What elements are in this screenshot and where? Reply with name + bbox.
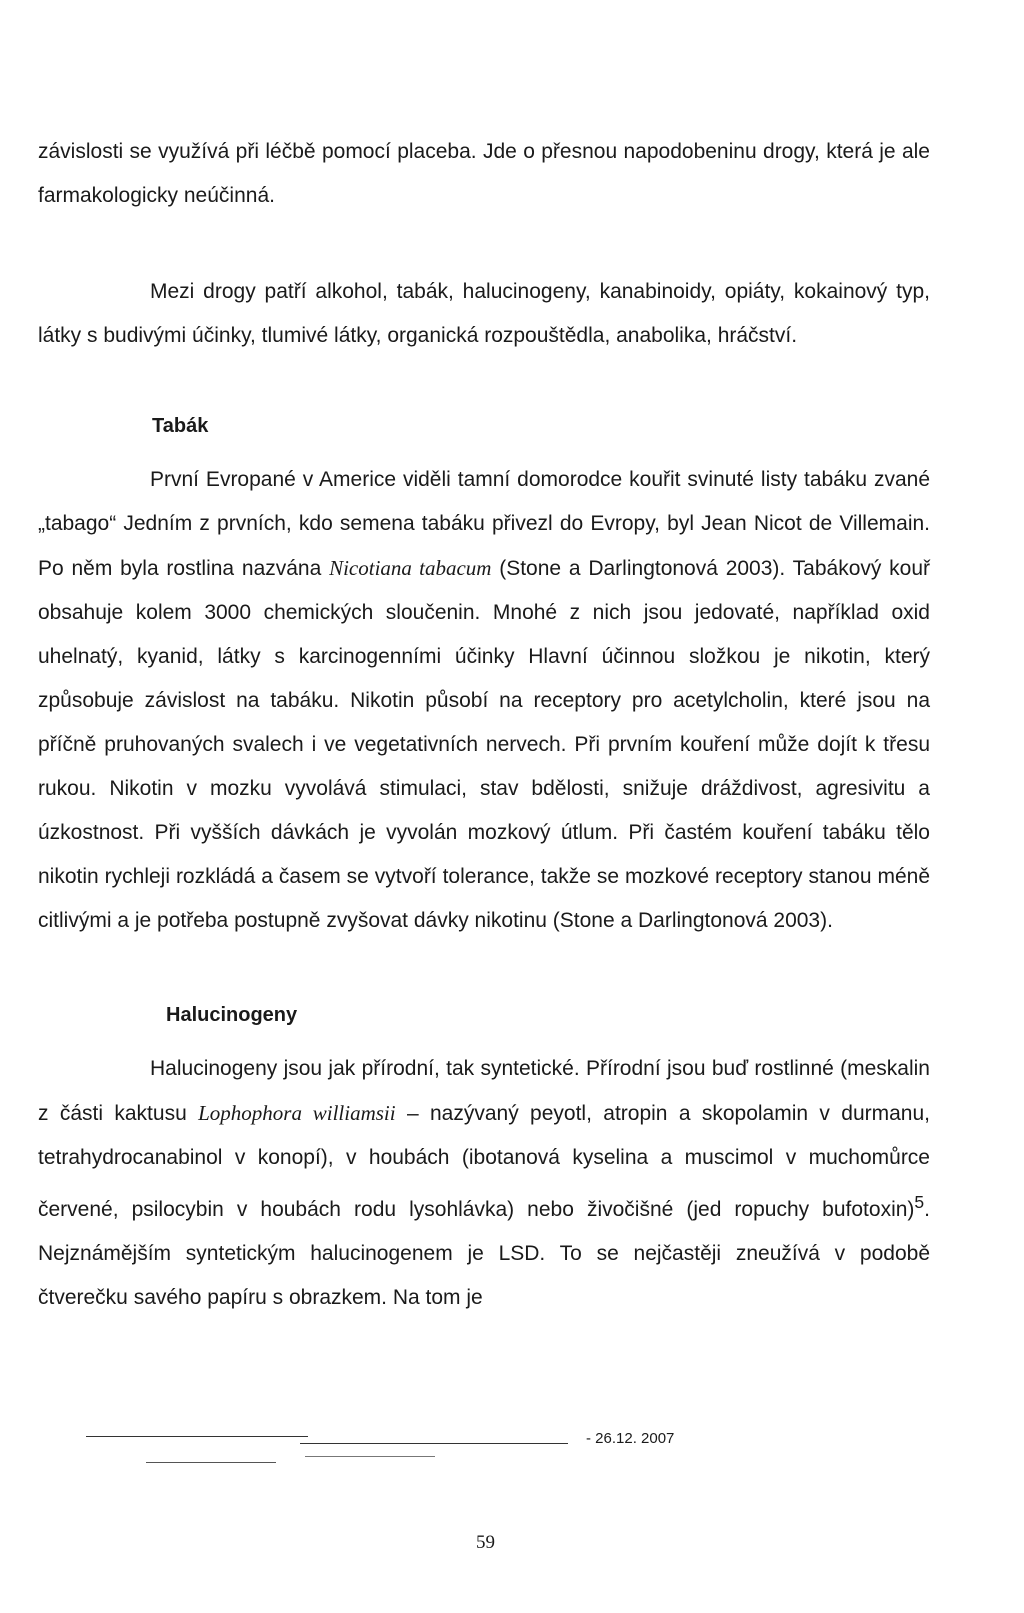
footnote-rule	[86, 1436, 308, 1437]
heading-tabak: Tabák	[152, 415, 209, 437]
heading-halucinogeny: Halucinogeny	[166, 1004, 298, 1026]
paragraph-drug-list: Mezi drogy patří alkohol, tabák, halucinogeny, kanabinoidy, opiáty, kokainový typ, látky s budivými účinky, tlumivé látky, organická rozpouštědla, anabolika, hráčství.	[38, 280, 930, 347]
footnote-date: - 26.12. 2007	[586, 1430, 675, 1447]
tabak-text-2: (Stone a Darlingtonová 2003). Tabákový kouř obsahuje kolem 3000 chemických sloučenin. Mnohé z nich jsou jedovaté, například oxid uhelnatý, kyanid, látky s karcinogenními účinky Hlavní účinnou složkou je nikotin, který způsobuje závislost na tabáku. Nikotin působí na receptory pro acetylcholin, které jsou na příčně pruhovaných svalech i ve vegetativních nervech. Při prvním kouření může dojít k třesu rukou. Nikotin v mozku vyvolává stimulaci, stav bdělosti, snižuje dráždivost, agresivitu a úzkostnost. Při vyšších dávkách je vyvolán mozkový útlum. Při častém kouření tabáku tělo nikotin rychleji rozkládá a časem se vytvoří tolerance, takže se mozkové receptory stanou méně citlivými a je potřeba postupně zvyšovat dávky nikotinu (Stone a Darlingtonová 2003).	[38, 557, 931, 932]
halu-text-1: Halucinogeny jsou jak přírodní, tak syntetické. Přírodní jsou buď rostlinné (meskalin z části kaktusu	[38, 1057, 930, 1125]
page-body	[38, 130, 930, 1320]
halu-text-2: – nazývaný peyotl, atropin a skopolamin v durmanu, tetrahydrocanabinol v konopí), v houbách (ibotanová kyselina a muscimol v muchomůrce červené, psilocybin v houbách rodu lysohlávka) nebo živočišné (jed ropuchy bufotoxin)	[38, 1102, 930, 1221]
footnote-ref: 5	[914, 1192, 925, 1212]
footnote-rule-3	[146, 1462, 276, 1463]
page-number: 59	[476, 1532, 495, 1553]
paragraph-placebo: závislosti se využívá při léčbě pomocí placeba. Jde o přesnou napodobeninu drogy, která je ale farmakologicky neúčinná.	[38, 140, 930, 207]
paragraph-tabak	[38, 458, 930, 943]
footnote-rule-2	[300, 1443, 568, 1444]
footnote-rule-4	[305, 1456, 435, 1457]
tabak-text-1: První Evropané v Americe viděli tamní domorodce kouřit svinuté listy tabáku zvané „tabago“ Jedním z prvních, kdo semena tabáku přivezl do Evropy, byl Jean Nicot de Villemain. Po něm byla rostlina nazvána	[38, 468, 930, 580]
halu-italic-species: Lophophora williamsii	[198, 1101, 396, 1125]
halu-text-3: . Nejznámějším syntetickým halucinogenem je LSD. To se nejčastěji zneužívá v podobě čtverečku savého papíru s obrazkem. Na tom je	[38, 1198, 930, 1309]
tabak-italic-species: Nicotiana tabacum	[329, 556, 492, 580]
paragraph-halucinogeny	[38, 1047, 930, 1320]
